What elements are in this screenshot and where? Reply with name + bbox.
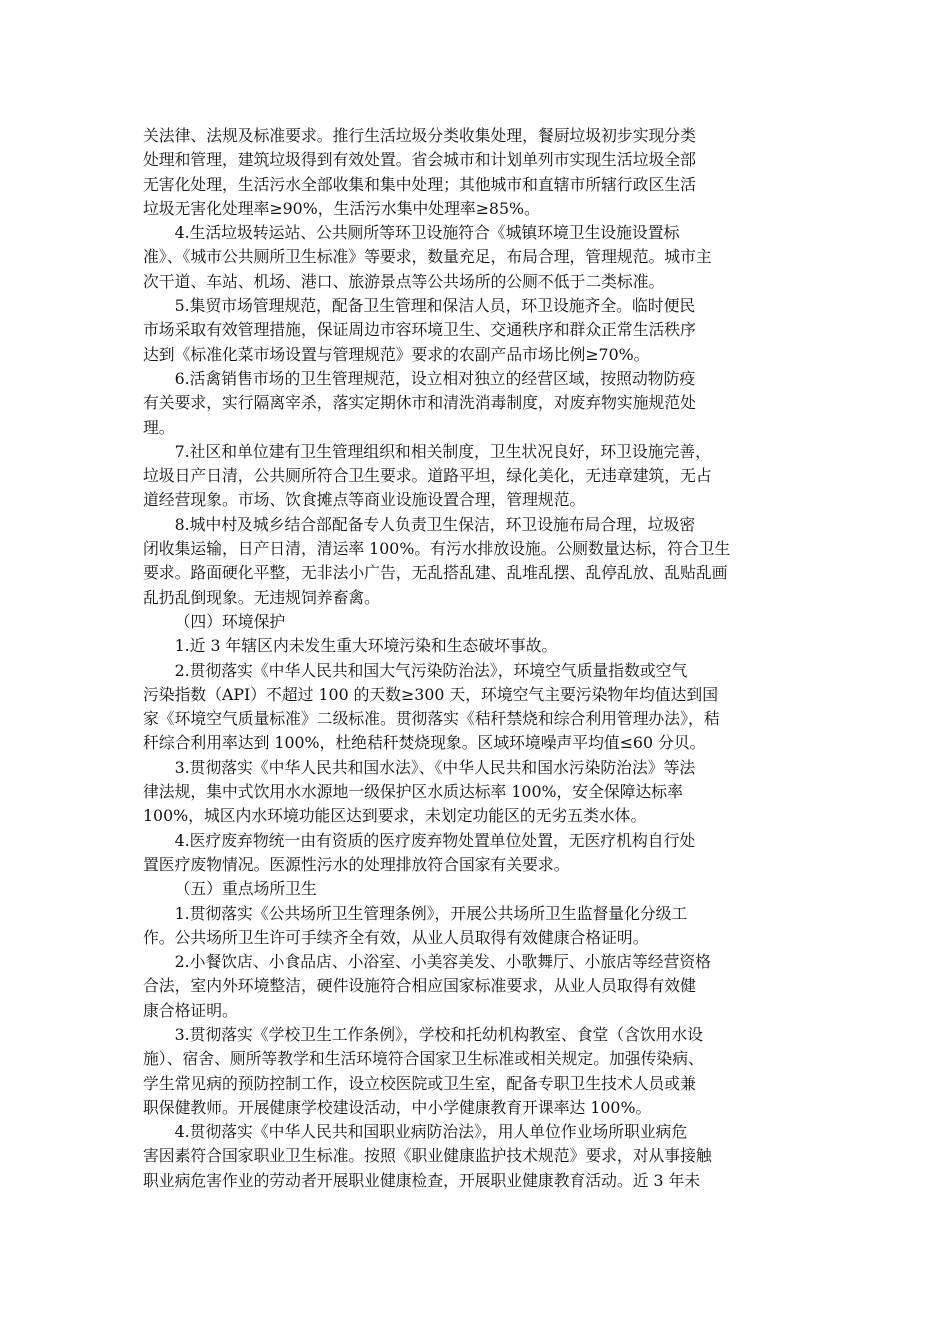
paragraph-venue-item-3-schools: 3.贯彻落实《学校卫生工作条例》，学校和托幼机构教室、食堂（含饮用水设 施）、宿舍、厕所等教学和生活环境符合国家卫生标准或相关规定。加强传染病、 学生常见病的预防控制工作，设立校医院或卫生室，配备专职卫生技术人员或兼 职保健教师。开展健康学校建设活动，中小学健康教育开课率达 100%。 xyxy=(143,1024,704,1117)
paragraph-item-7-communities: 7.社区和单位建有卫生管理组织和相关制度，卫生状况良好，环卫设施完善， 垃圾日产日清，公共厕所符合卫生要求。道路平坦，绿化美化，无违章建筑，无占 道经营现象。市场、饮食摊点等商业设施设置合理，管理规范。 xyxy=(143,441,712,510)
paragraph-env-item-4-medical-waste: 4.医疗废弃物统一由有资质的医疗废弃物处置单位处置，无医疗机构自行处 置医疗废物情况。医源性污水的处理排放符合国家有关要求。 xyxy=(143,830,696,874)
paragraph-continuation: 关法律、法规及标准要求。推行生活垃圾分类收集处理，餐厨垃圾初步实现分类 处理和管理，建筑垃圾得到有效处置。省会城市和计划单列市实现生活垃圾全部 无害化处理，生活污水全部收集和集中处理；其他城市和直辖市所辖行政区生活 垃圾无害化处理率≥90%，生活污水集中处理率≥85%。 xyxy=(143,126,696,218)
paragraph-env-item-2-air: 2.贯彻落实《中华人民共和国大气污染防治法》，环境空气质量指数或空气 污染指数（API）不超过 100 的天数≥300 天，环境空气主要污染物年均值达到国 家《环境空气质量标准》二级标准。贯彻落实《秸秆禁烧和综合利用管理办法》，秸 秆综合利用率达到 100%，杜绝秸秆焚烧现象。区域环境噪声平均值≤60 分贝。 xyxy=(143,660,720,753)
paragraph-venue-item-4-occupational: 4.贯彻落实《中华人民共和国职业病防治法》，用人单位作业场所职业病危 害因素符合国家职业卫生标准。按照《职业健康监护技术规范》要求，对从事接触 职业病危害作业的劳动者开展职业健康检查，开展职业健康教育活动。近 3 年未 xyxy=(143,1122,712,1190)
paragraph-env-item-1: 1.近 3 年辖区内未发生重大环境污染和生态破坏事故。 xyxy=(174,636,558,656)
paragraph-venue-item-2-small-businesses: 2.小餐饮店、小食品店、小浴室、小美容美发、小歌舞厅、小旅店等经营资格 合法，室内外环境整洁，硬件设施符合相应国家标准要求，从业人员取得有效健 康合格证明。 xyxy=(143,952,711,1020)
paragraph-venue-item-1-public-places: 1.贯彻落实《公共场所卫生管理条例》，开展公共场所卫生监督量化分级工 作。公共场所卫生许可手续齐全有效，从业人员取得有效健康合格证明。 xyxy=(143,903,688,947)
section-heading-key-venues-hygiene: （五）重点场所卫生 xyxy=(174,879,317,899)
paragraph-env-item-3-water: 3.贯彻落实《中华人民共和国水法》、《中华人民共和国水污染防治法》等法 律法规，集中式饮用水水源地一级保护区水质达标率 100%，安全保障达标率 100%，城区内水环境功能区达到要求，未划定功能区的无劣五类水体。 xyxy=(143,757,696,826)
paragraph-item-6-poultry-markets: 6.活禽销售市场的卫生管理规范，设立相对独立的经营区域，按照动物防疫 有关要求，实行隔离宰杀，落实定期休市和清洗消毒制度，对废弃物实施规范处 理。 xyxy=(143,368,696,437)
paragraph-item-4-sanitation-facilities: 4.生活垃圾转运站、公共厕所等环卫设施符合《城镇环境卫生设施设置标 准》、《城市公共厕所卫生标准》等要求，数量充足，布局合理，管理规范。城市主 次干道、车站、机场、港口、旅游景点等公共场所的公厕不低于二类标准。 xyxy=(143,223,712,291)
paragraph-item-8-urban-villages: 8.城中村及城乡结合部配备专人负责卫生保洁，环卫设施布局合理，垃圾密 闭收集运输，日产日清，清运率 100%。有污水排放设施。公厕数量达标，符合卫生 要求。路面硬化平整，无非法小广告，无乱搭乱建、乱堆乱摆、乱停乱放、乱贴乱画 乱扔乱倒现象。无违规饲养畜禽。 xyxy=(143,514,731,607)
document-body xyxy=(143,124,831,1193)
section-heading-environment-protection: （四）环境保护 xyxy=(174,611,286,631)
paragraph-item-5-bazaar-markets: 5.集贸市场管理规范，配备卫生管理和保洁人员，环卫设施齐全。临时便民 市场采取有效管理措施，保证周边市容环境卫生、交通秩序和群众正常生活秩序 达到《标准化菜市场设置与管理规范》要求的农副产品市场比例≥70%。 xyxy=(143,296,696,364)
